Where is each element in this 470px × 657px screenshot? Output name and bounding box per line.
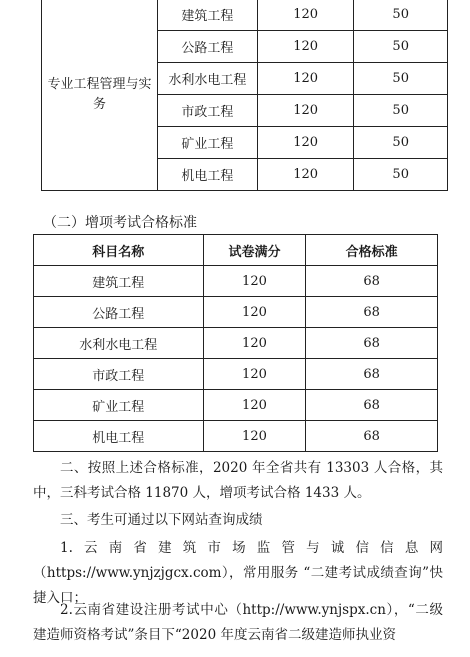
subject-cell: 市政工程	[34, 359, 204, 390]
pass-score-cell: 50	[354, 159, 448, 191]
full-score-cell: 120	[203, 390, 306, 421]
pass-score-cell: 50	[354, 31, 448, 63]
full-score-cell: 120	[257, 159, 354, 191]
pass-standard-table-main	[41, 0, 448, 191]
table-row	[34, 390, 438, 421]
pass-score-cell: 50	[354, 127, 448, 159]
column-header-full-score: 试卷满分	[203, 235, 306, 266]
table-row	[34, 328, 438, 359]
section-heading-additional: （二）增项考试合格标准	[43, 215, 197, 231]
full-score-cell: 120	[203, 421, 306, 452]
full-score-cell: 120	[203, 297, 306, 328]
subject-cell: 机电工程	[157, 159, 257, 191]
category-label: 专业工程管理与实务	[47, 76, 152, 112]
paragraph-query-site-1: 1.云南省建筑市场监管与诚信信息网（https://www.ynjzjgcx.com），常用服务 “二建考试成绩查询”快捷入口；	[33, 540, 443, 606]
table-row	[34, 359, 438, 390]
full-score-cell: 120	[257, 127, 354, 159]
pass-score-cell: 68	[306, 359, 438, 390]
pass-score-cell: 68	[306, 266, 438, 297]
subject-cell: 机电工程	[34, 421, 204, 452]
paragraph-query-heading: 三、考生可通过以下网站查询成绩	[60, 512, 263, 528]
table-header-row	[34, 235, 438, 266]
subject-cell: 矿业工程	[34, 390, 204, 421]
pass-standard-table-additional	[33, 234, 438, 452]
subject-cell: 市政工程	[157, 95, 257, 127]
full-score-cell: 120	[257, 0, 354, 31]
table-row	[34, 266, 438, 297]
pass-score-cell: 68	[306, 421, 438, 452]
table-row	[34, 297, 438, 328]
full-score-cell: 120	[257, 31, 354, 63]
subject-cell: 公路工程	[157, 31, 257, 63]
pass-score-cell: 68	[306, 328, 438, 359]
pass-score-cell: 68	[306, 390, 438, 421]
full-score-cell: 120	[203, 266, 306, 297]
pass-score-cell: 68	[306, 297, 438, 328]
pass-score-cell: 50	[354, 63, 448, 95]
full-score-cell: 120	[203, 328, 306, 359]
column-header-subject: 科目名称	[34, 235, 204, 266]
full-score-cell: 120	[203, 359, 306, 390]
paragraph-query-site-2: 2.云南省建设注册考试中心（http://www.ynjspx.cn），“二级建造师资格考试”条目下“2020 年度云南省二级建造师执业资	[33, 602, 443, 643]
full-score-cell: 120	[257, 95, 354, 127]
subject-cell: 矿业工程	[157, 127, 257, 159]
column-header-pass-score: 合格标准	[306, 235, 438, 266]
pass-score-cell: 50	[354, 0, 448, 31]
full-score-cell: 120	[257, 63, 354, 95]
subject-cell: 水利水电工程	[34, 328, 204, 359]
subject-cell: 公路工程	[34, 297, 204, 328]
subject-cell: 水利水电工程	[157, 63, 257, 95]
paragraph-pass-count: 二、按照上述合格标准，2020 年全省共有 13303 人合格，其中，三科考试合格 11870 人，增项考试合格 1433 人。	[33, 460, 443, 501]
pass-score-cell: 50	[354, 95, 448, 127]
subject-cell: 建筑工程	[34, 266, 204, 297]
category-cell	[42, 0, 158, 191]
table-row	[42, 0, 448, 31]
subject-cell: 建筑工程	[157, 0, 257, 31]
table-row	[34, 421, 438, 452]
